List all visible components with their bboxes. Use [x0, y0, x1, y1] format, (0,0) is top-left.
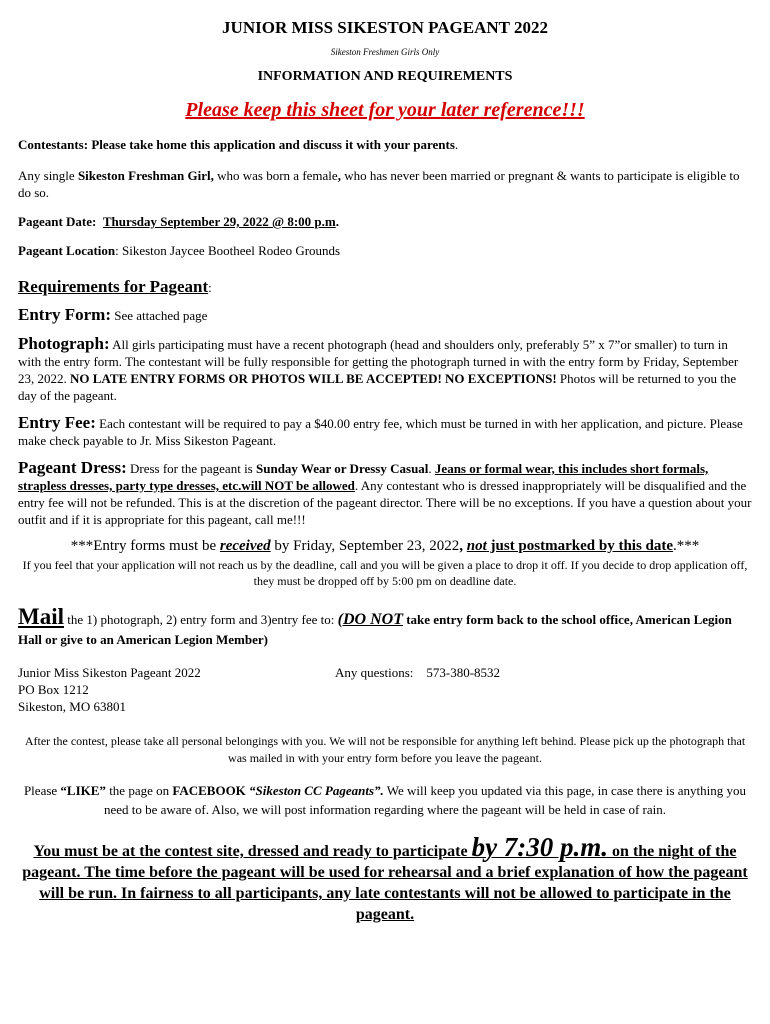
mail-label: Mail: [18, 604, 64, 629]
facebook-like: “LIKE”: [60, 783, 106, 798]
photograph-bold: NO LATE ENTRY FORMS OR PHOTOS WILL BE ACCEPTED! NO EXCEPTIONS!: [70, 371, 557, 386]
deadline-not: not: [466, 538, 487, 554]
photograph-paragraph: [18, 335, 752, 404]
pageant-date-end: .: [335, 214, 339, 229]
eligibility-bold-1: Sikeston Freshman Girl,: [77, 168, 214, 183]
pageant-dress-text-3: . Any contestant who is dressed inappropriately will be disqualified and the entry fee will not be refunded. This is at the discretion of the pageant director. There will be no exceptions. If you have a question about your outfit and if it is appropriate for this pageant, call me!!!: [18, 478, 752, 527]
entry-fee-text: Each contestant will be required to pay a $40.00 entry fee, which must be turned in with her application, and picture. Please make check payable to Jr. Miss Sikeston Pageant.: [18, 416, 743, 448]
pageant-dress-banned: Jeans or formal wear, this includes short formals, strapless dresses, party type dresses, etc.will NOT be allowed: [18, 461, 709, 493]
document-title: JUNIOR MISS SIKESTON PAGEANT 2022: [222, 18, 548, 37]
after-contest-note: After the contest, please take all personal belongings with you. We will not be responsible for anything left behind. Please pick up the photograph that was mailed in with your entry form before you leave the pageant.: [24, 734, 746, 765]
facebook-label: FACEBOOK: [172, 783, 246, 798]
pageant-date: [18, 213, 752, 230]
questions-phone: 573-380-8532: [426, 665, 501, 680]
pageant-location-label: Pageant Location: [18, 243, 116, 258]
contestants-label: Contestants:: [18, 137, 89, 152]
facebook-text-1: Please: [23, 783, 61, 798]
final-notice-text-1: You must be at the contest site, dressed and ready to participate: [33, 843, 472, 860]
final-notice-text-2: on the night of the pageant. The time before the pageant will be used for rehearsal and a brief explanation of how the pageant will be run. In fairness to all participants, any late contestants will not be allowed to participate in the pageant.: [22, 843, 748, 923]
facebook-text-3: We will keep you updated via this page, in case there is anything you need to be aware of. Also, we will post information regarding where the pageant will be held in case of rain.: [103, 783, 747, 817]
reference-warning: Please keep this sheet for your later reference!!!: [185, 99, 585, 121]
pageant-dress-text-2: .: [428, 461, 435, 476]
pageant-location: [18, 242, 752, 259]
mail-do-not: (DO NOT: [337, 611, 403, 628]
requirements-heading-text: Requirements for Pageant: [18, 277, 209, 296]
pageant-location-colon: :: [115, 243, 119, 258]
deadline-received: received: [219, 538, 271, 554]
pageant-date-value: Thursday September 29, 2022 @ 8:00 p.m: [102, 214, 336, 229]
mailing-address-block: [18, 664, 752, 715]
address-line-3: Sikeston, MO 63801: [18, 699, 126, 714]
pageant-dress-label: Pageant Dress:: [18, 458, 127, 477]
deadline-text-2: by Friday, September 23, 2022: [270, 538, 460, 554]
deadline-text-3: .***: [673, 538, 700, 554]
entry-form-label: Entry Form:: [18, 305, 112, 324]
photograph-label: Photograph:: [18, 334, 110, 353]
mail-text: the 1) photograph, 2) entry form and 3)entry fee to:: [64, 612, 338, 627]
mail-instructions: take entry form back to the school office, American Legion Hall or give to an American Legion Member): [18, 612, 732, 647]
pageant-dress-paragraph: [18, 459, 752, 528]
final-notice-time: by 7:30 p.m.: [471, 832, 609, 862]
address-line-1: Junior Miss Sikeston Pageant 2022: [18, 665, 201, 680]
eligibility-text-3: who has never been married or pregnant & wants to participate is eligible to do so.: [18, 168, 740, 200]
deadline-line: [18, 538, 752, 555]
contestants-text: Please take home this application and discuss it with your parents: [91, 137, 455, 152]
photograph-text: All girls participating must have a recent photograph (head and shoulders only, preferably 5” x 7”or smaller) to turn in with the entry form. The contestant will be fully responsible for getting the photograph turned in with the entry form by Friday, September 23, 2022.: [18, 337, 739, 386]
pageant-date-label: Pageant Date:: [18, 214, 97, 229]
pageant-dress-bold: Sunday Wear or Dressy Casual: [256, 461, 429, 476]
deadline-postmark: just postmarked by this date: [486, 538, 674, 554]
eligibility-bold-2: ,: [337, 168, 341, 183]
pageant-dress-text-1: Dress for the pageant is: [126, 461, 256, 476]
document-subtitle: Sikeston Freshmen Girls Only: [330, 47, 440, 57]
deadline-text-1: ***Entry forms must be: [70, 538, 220, 554]
pageant-location-value: Sikeston Jaycee Bootheel Rodeo Grounds: [118, 243, 341, 258]
entry-fee-label: Entry Fee:: [18, 413, 96, 432]
questions-contact: [335, 664, 500, 715]
entry-form-paragraph: [18, 305, 752, 325]
entry-fee-paragraph: [18, 414, 752, 449]
facebook-text-2: the page on: [105, 783, 173, 798]
deadline-comma: ,: [459, 538, 463, 554]
requirements-heading: [18, 277, 752, 297]
contestants-paragraph: [18, 136, 752, 153]
mail-paragraph: [18, 604, 752, 650]
facebook-page-name: “Sikeston CC Pageants”.: [249, 783, 384, 798]
eligibility-text-2: who was born a female: [213, 168, 338, 183]
contestants-end: .: [454, 137, 459, 152]
photograph-end: Photos will be returned to you the day of the pageant.: [18, 371, 737, 403]
eligibility-paragraph: [18, 167, 752, 201]
section-heading: INFORMATION AND REQUIREMENTS: [257, 69, 513, 84]
questions-label: Any questions:: [335, 665, 414, 680]
facebook-paragraph: [18, 781, 752, 819]
address-line-2: PO Box 1212: [18, 682, 89, 697]
deadline-dropoff: If you feel that your application will not reach us by the deadline, call and you will be given a place to drop it off. If you decide to drop application off, they must be dropped off by 5:00 pm on deadline date.: [22, 558, 748, 588]
eligibility-text-1: Any single: [18, 168, 78, 183]
mailing-address: [18, 664, 335, 715]
requirements-heading-colon: :: [208, 280, 212, 295]
entry-form-text: See attached page: [111, 308, 208, 323]
final-notice: [18, 832, 752, 925]
